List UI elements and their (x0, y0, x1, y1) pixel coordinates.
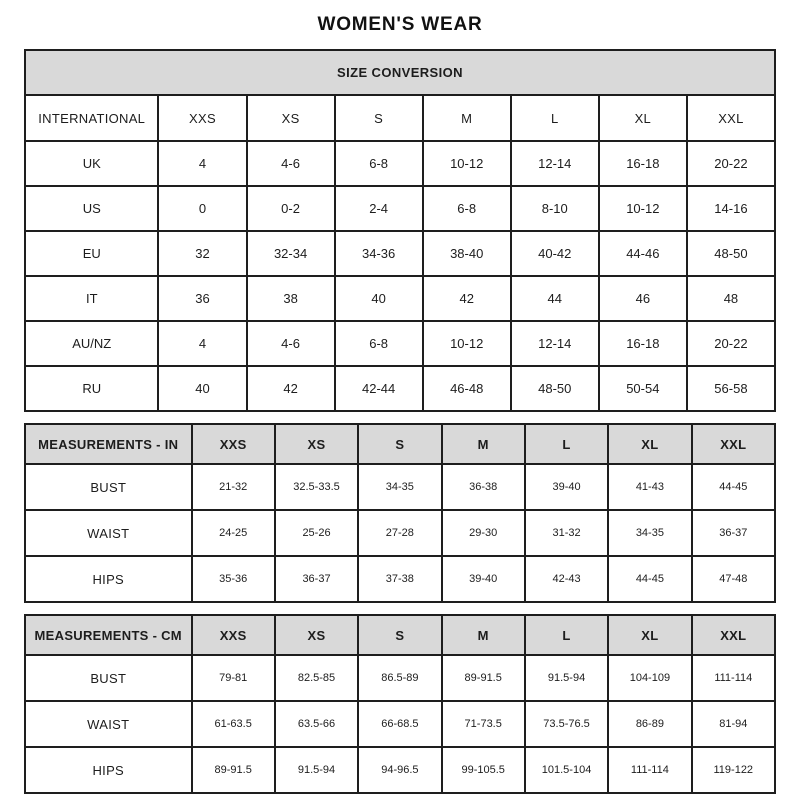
header-cell-s: S (358, 615, 441, 655)
data-cell: 4 (158, 321, 246, 366)
data-cell: 40 (158, 366, 246, 411)
table-row-hips-cm (25, 747, 775, 793)
size-conversion-table (24, 49, 776, 412)
data-cell: 104-109 (608, 655, 691, 701)
data-cell: 35-36 (192, 556, 275, 602)
data-cell: 36-38 (442, 464, 525, 510)
row-label-waist: WAIST (25, 510, 192, 556)
row-label-eu: EU (25, 231, 158, 276)
data-cell: 99-105.5 (442, 747, 525, 793)
data-cell: 36-37 (275, 556, 358, 602)
header-cell-m: M (442, 615, 525, 655)
header-cell-xl: XL (599, 95, 687, 141)
data-cell: 71-73.5 (442, 701, 525, 747)
row-label-hips: HIPS (25, 556, 192, 602)
measurements-cm-header-row (25, 615, 775, 655)
data-cell: 44-46 (599, 231, 687, 276)
measurements-in-table (24, 423, 776, 603)
header-cell-xl: XL (608, 615, 691, 655)
data-cell: 48-50 (687, 231, 775, 276)
data-cell: 48 (687, 276, 775, 321)
data-cell: 94-96.5 (358, 747, 441, 793)
data-cell: 63.5-66 (275, 701, 358, 747)
data-cell: 42 (423, 276, 511, 321)
data-cell: 86.5-89 (358, 655, 441, 701)
table-row-eu (25, 231, 775, 276)
size-conversion-header-row (25, 95, 775, 141)
data-cell: 20-22 (687, 141, 775, 186)
data-cell: 89-91.5 (442, 655, 525, 701)
data-cell: 10-12 (599, 186, 687, 231)
data-cell: 4-6 (247, 141, 335, 186)
data-cell: 12-14 (511, 141, 599, 186)
size-conversion-title: SIZE CONVERSION (25, 50, 775, 95)
data-cell: 38-40 (423, 231, 511, 276)
data-cell: 34-35 (358, 464, 441, 510)
data-cell: 111-114 (692, 655, 775, 701)
header-cell-xxs: XXS (192, 424, 275, 464)
data-cell: 73.5-76.5 (525, 701, 608, 747)
header-cell-xxl: XXL (687, 95, 775, 141)
data-cell: 42-44 (335, 366, 423, 411)
data-cell: 91.5-94 (275, 747, 358, 793)
row-label-uk: UK (25, 141, 158, 186)
data-cell: 25-26 (275, 510, 358, 556)
measurements-cm-table (24, 614, 776, 794)
data-cell: 42 (247, 366, 335, 411)
data-cell: 89-91.5 (192, 747, 275, 793)
data-cell: 61-63.5 (192, 701, 275, 747)
data-cell: 10-12 (423, 141, 511, 186)
data-cell: 14-16 (687, 186, 775, 231)
size-conversion-caption-row (25, 50, 775, 95)
row-label-aunz: AU/NZ (25, 321, 158, 366)
row-label-us: US (25, 186, 158, 231)
header-cell-xxs: XXS (158, 95, 246, 141)
header-cell-m: M (442, 424, 525, 464)
data-cell: 34-36 (335, 231, 423, 276)
table-row-waist-cm (25, 701, 775, 747)
table-row-ru (25, 366, 775, 411)
page-title: WOMEN'S WEAR (317, 14, 483, 35)
data-cell: 41-43 (608, 464, 691, 510)
data-cell: 66-68.5 (358, 701, 441, 747)
data-cell: 16-18 (599, 321, 687, 366)
header-cell-l: L (511, 95, 599, 141)
data-cell: 36 (158, 276, 246, 321)
data-cell: 40 (335, 276, 423, 321)
row-label-waist: WAIST (25, 701, 192, 747)
header-cell-xs: XS (247, 95, 335, 141)
data-cell: 42-43 (525, 556, 608, 602)
row-label-it: IT (25, 276, 158, 321)
data-cell: 46-48 (423, 366, 511, 411)
data-cell: 6-8 (335, 141, 423, 186)
table-row-hips-in (25, 556, 775, 602)
data-cell: 36-37 (692, 510, 775, 556)
data-cell: 24-25 (192, 510, 275, 556)
data-cell: 111-114 (608, 747, 691, 793)
data-cell: 47-48 (692, 556, 775, 602)
data-cell: 40-42 (511, 231, 599, 276)
data-cell: 34-35 (608, 510, 691, 556)
table-row-us (25, 186, 775, 231)
row-label-hips: HIPS (25, 747, 192, 793)
data-cell: 0 (158, 186, 246, 231)
table-row-aunz (25, 321, 775, 366)
data-cell: 6-8 (423, 186, 511, 231)
row-label-ru: RU (25, 366, 158, 411)
measurements-in-title: MEASUREMENTS - IN (25, 424, 192, 464)
header-cell-xxs: XXS (192, 615, 275, 655)
data-cell: 32-34 (247, 231, 335, 276)
table-row-it (25, 276, 775, 321)
data-cell: 44-45 (608, 556, 691, 602)
data-cell: 46 (599, 276, 687, 321)
data-cell: 4-6 (247, 321, 335, 366)
data-cell: 81-94 (692, 701, 775, 747)
data-cell: 86-89 (608, 701, 691, 747)
data-cell: 0-2 (247, 186, 335, 231)
table-row-bust-cm (25, 655, 775, 701)
header-cell-s: S (358, 424, 441, 464)
header-cell-s: S (335, 95, 423, 141)
row-label-bust: BUST (25, 655, 192, 701)
data-cell: 31-32 (525, 510, 608, 556)
data-cell: 6-8 (335, 321, 423, 366)
table-row-uk (25, 141, 775, 186)
data-cell: 119-122 (692, 747, 775, 793)
data-cell: 44-45 (692, 464, 775, 510)
data-cell: 27-28 (358, 510, 441, 556)
row-label-bust: BUST (25, 464, 192, 510)
data-cell: 44 (511, 276, 599, 321)
data-cell: 50-54 (599, 366, 687, 411)
header-cell-xxl: XXL (692, 615, 775, 655)
header-cell-xs: XS (275, 615, 358, 655)
table-row-waist-in (25, 510, 775, 556)
data-cell: 37-38 (358, 556, 441, 602)
data-cell: 48-50 (511, 366, 599, 411)
data-cell: 79-81 (192, 655, 275, 701)
measurements-cm-title: MEASUREMENTS - CM (25, 615, 192, 655)
data-cell: 4 (158, 141, 246, 186)
data-cell: 2-4 (335, 186, 423, 231)
data-cell: 21-32 (192, 464, 275, 510)
data-cell: 20-22 (687, 321, 775, 366)
data-cell: 39-40 (442, 556, 525, 602)
data-cell: 101.5-104 (525, 747, 608, 793)
data-cell: 38 (247, 276, 335, 321)
data-cell: 39-40 (525, 464, 608, 510)
data-cell: 8-10 (511, 186, 599, 231)
data-cell: 91.5-94 (525, 655, 608, 701)
header-cell-l: L (525, 615, 608, 655)
header-cell-l: L (525, 424, 608, 464)
data-cell: 32.5-33.5 (275, 464, 358, 510)
measurements-in-header-row (25, 424, 775, 464)
data-cell: 12-14 (511, 321, 599, 366)
header-cell-xl: XL (608, 424, 691, 464)
data-cell: 29-30 (442, 510, 525, 556)
header-cell-m: M (423, 95, 511, 141)
data-cell: 56-58 (687, 366, 775, 411)
data-cell: 82.5-85 (275, 655, 358, 701)
data-cell: 10-12 (423, 321, 511, 366)
header-cell-xxl: XXL (692, 424, 775, 464)
header-cell-international: INTERNATIONAL (25, 95, 158, 141)
table-row-bust-in (25, 464, 775, 510)
header-cell-xs: XS (275, 424, 358, 464)
data-cell: 32 (158, 231, 246, 276)
data-cell: 16-18 (599, 141, 687, 186)
